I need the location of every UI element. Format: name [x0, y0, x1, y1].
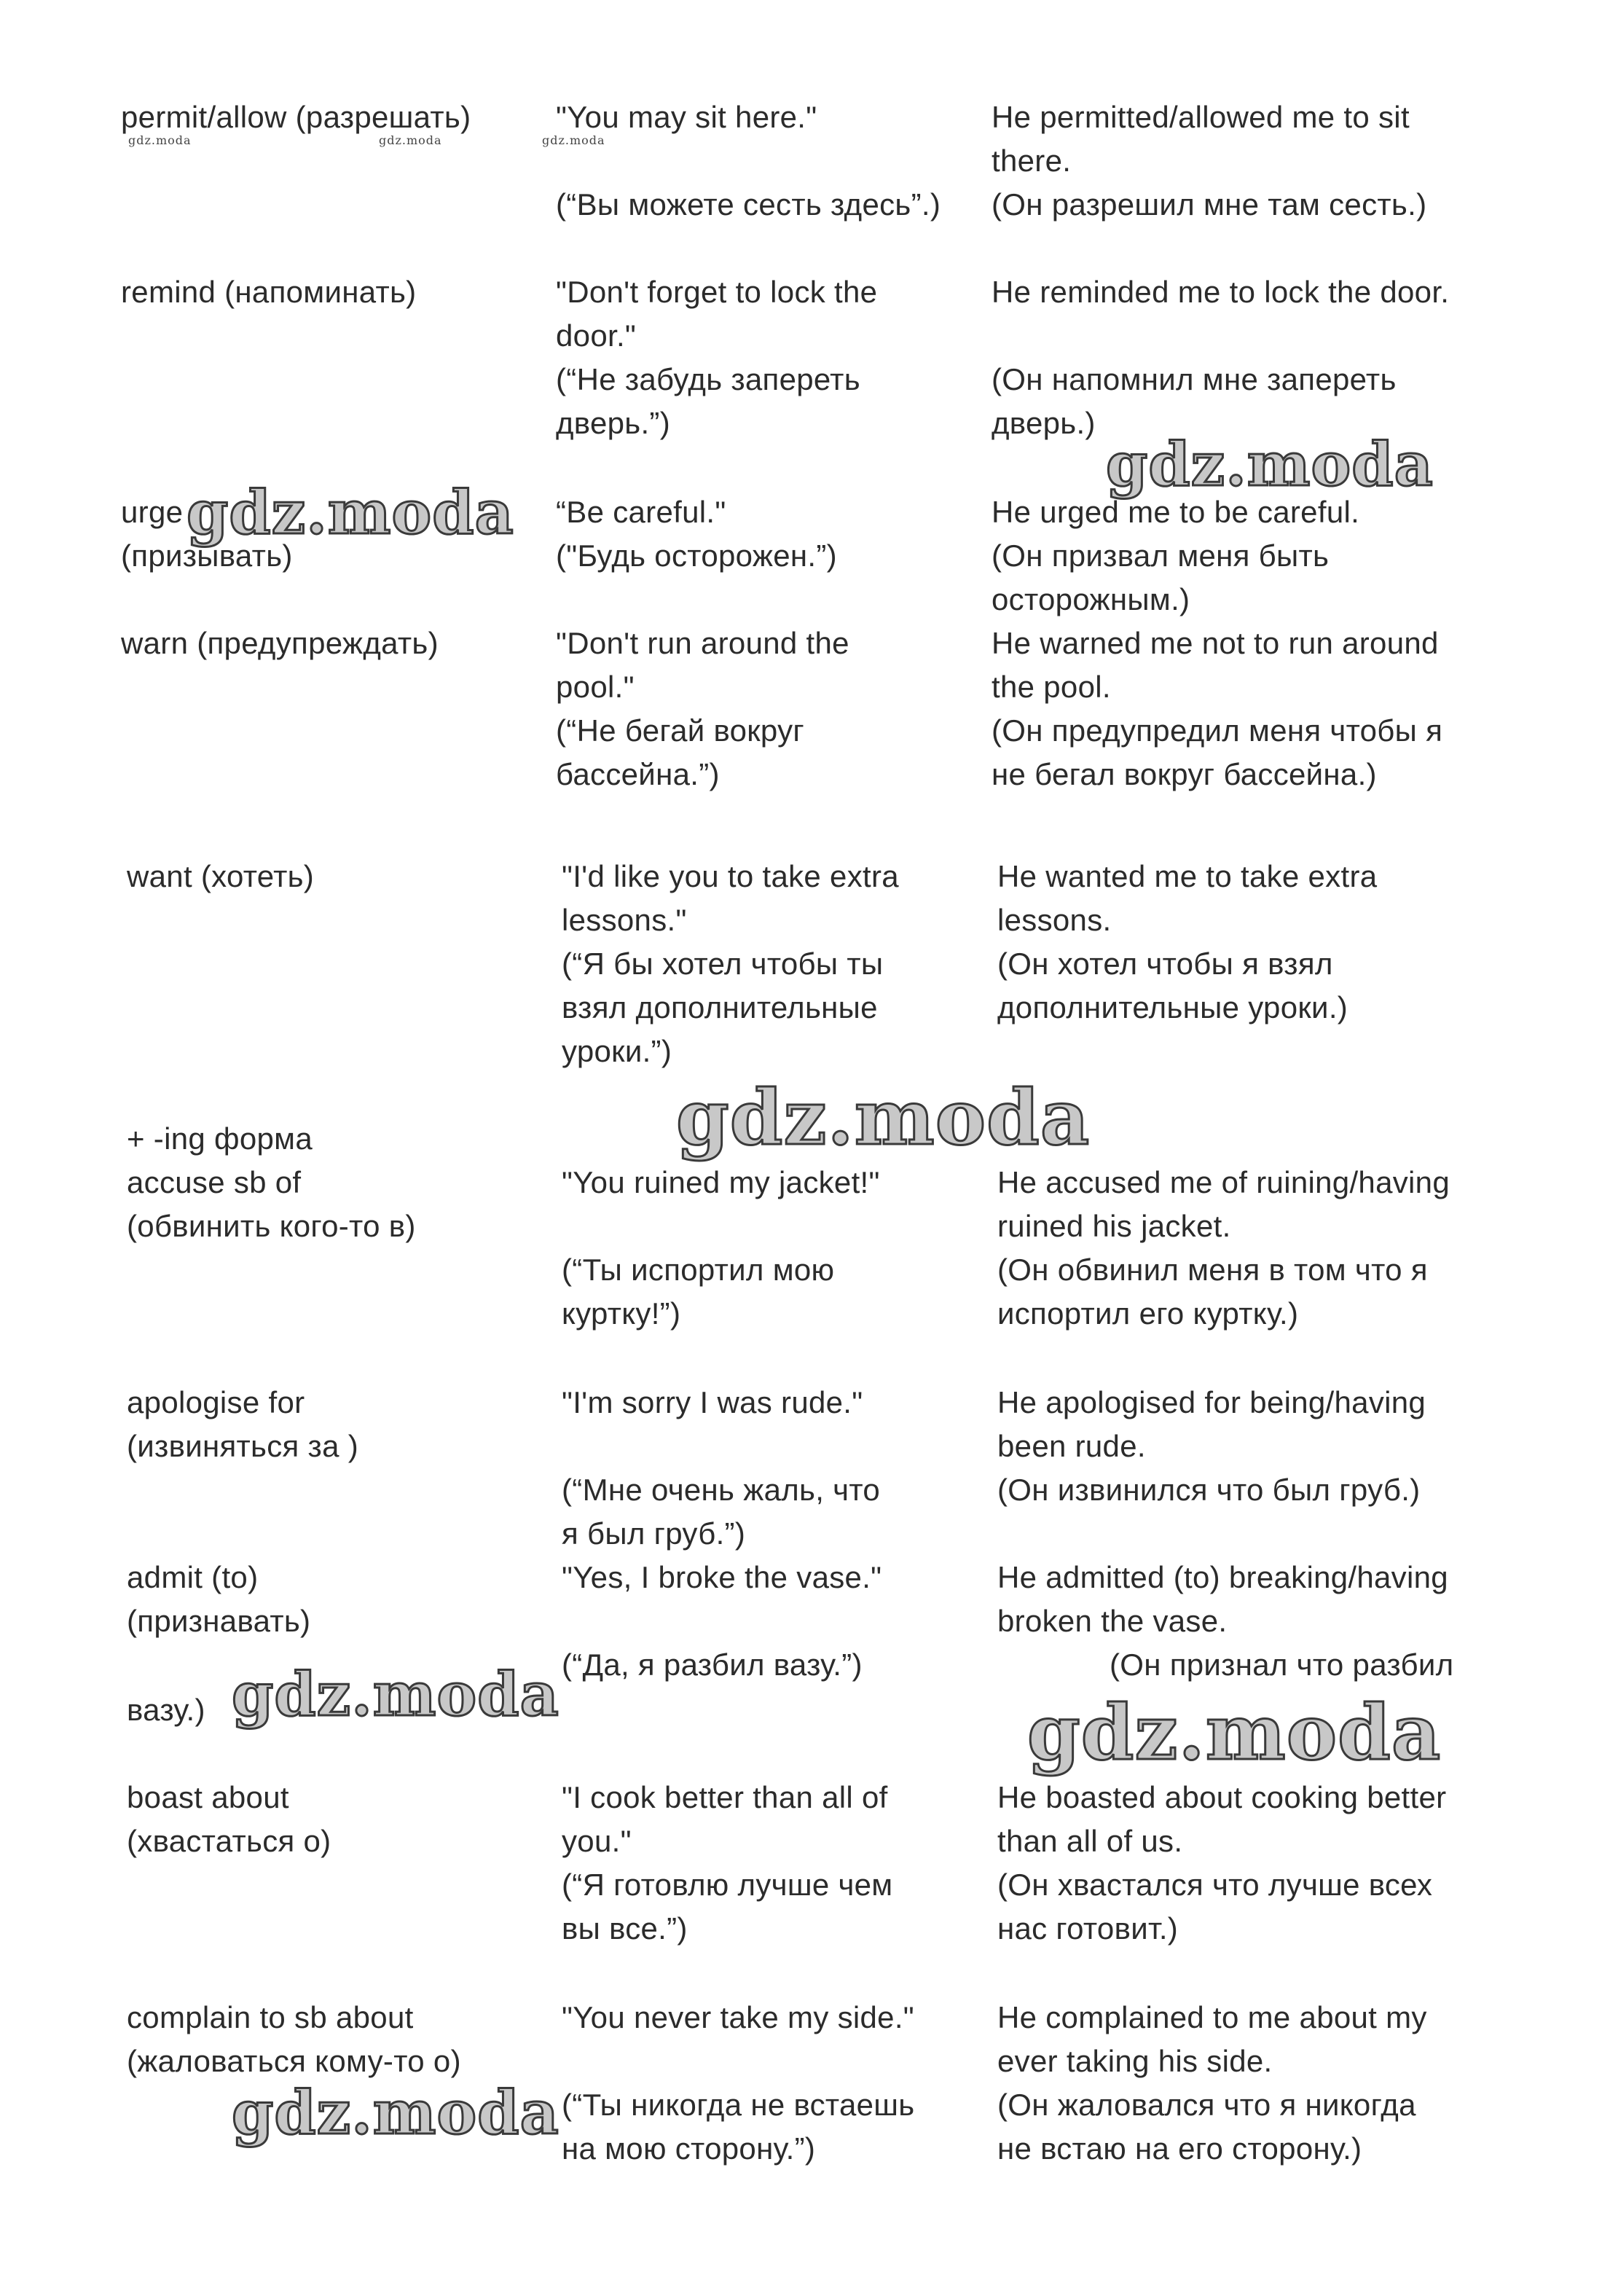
reported-speech-text: (Он напомнил мне запереть: [992, 362, 1397, 396]
reported-speech-text: не встаю на его сторону.): [997, 2131, 1362, 2166]
reported-speech-text: (Он обвинил меня в том что я: [997, 1253, 1428, 1287]
direct-speech-text: "You never take my side.": [562, 2000, 915, 2034]
direct-speech-text: “Be careful.": [556, 495, 726, 529]
verb-text: вазу.): [127, 1693, 205, 1727]
verb-text: apologise for: [127, 1385, 305, 1419]
direct-speech-text: "I'd like you to take extra: [562, 859, 899, 893]
verb-text: boast about: [127, 1780, 289, 1814]
reported-speech-text: ever taking his side.: [997, 2044, 1273, 2078]
reported-speech-text: ruined his jacket.: [997, 1209, 1231, 1243]
reported-speech-text: (Он хвастался что лучше всех: [997, 1868, 1433, 1902]
reported-speech-text: He apologised for being/having: [997, 1385, 1426, 1419]
reported-speech-text: He reminded me to lock the door.: [992, 275, 1450, 309]
reported-speech-text: He warned me not to run around: [992, 626, 1439, 660]
verb-text: complain to sb about: [127, 2000, 414, 2034]
direct-speech-text: ("Будь осторожен.”): [556, 538, 837, 573]
reported-speech-text: не бегал вокруг бассейна.): [992, 757, 1377, 791]
watermark: gdz.moda: [232, 1660, 559, 1730]
reported-speech-text: been rude.: [997, 1429, 1146, 1463]
reported-speech-text: (Он хотел чтобы я взял: [997, 947, 1333, 981]
direct-speech-text: "You ruined my jacket!": [562, 1165, 880, 1199]
verb-text: remind (напоминать): [121, 275, 417, 309]
reported-speech-text: (Он жаловался что я никогда: [997, 2088, 1416, 2122]
verb-text: (жаловаться кому-то о): [127, 2044, 461, 2078]
direct-speech-text: door.": [556, 318, 637, 353]
direct-speech-text: (“Ты испортил мою: [562, 1253, 835, 1287]
reported-speech-text: дверь.): [992, 406, 1096, 440]
verb-text: permit/allow (разрешать): [121, 100, 471, 134]
direct-speech-text: (“Вы можете сесть здесь”.): [556, 187, 941, 222]
reported-speech-text: нас готовит.): [997, 1911, 1179, 1946]
direct-speech-text: (“Ты никогда не встаешь: [562, 2088, 915, 2122]
direct-speech-text: "Don't forget to lock the: [556, 275, 878, 309]
verb-text: want (хотеть): [127, 859, 315, 893]
reported-speech-text: дополнительные уроки.): [997, 990, 1348, 1024]
direct-speech-text: you.": [562, 1824, 632, 1858]
watermark-small: gdz.moda: [379, 133, 442, 147]
direct-speech-text: "Yes, I broke the vase.": [562, 1560, 882, 1594]
direct-speech-text: на мою сторону.”): [562, 2131, 816, 2166]
direct-speech-text: "I'm sorry I was rude.": [562, 1385, 863, 1419]
direct-speech-text: (“Не бегай вокруг: [556, 713, 805, 748]
reported-speech-text: (Он разрешил мне там сесть.): [992, 187, 1427, 222]
direct-speech-text: "I cook better than all of: [562, 1780, 888, 1814]
verb-text: (извиняться за ): [127, 1429, 359, 1463]
watermark: gdz.moda: [676, 1073, 1091, 1162]
reported-speech-text: испортил его куртку.): [997, 1296, 1299, 1331]
verb-text: accuse sb of: [127, 1165, 302, 1199]
direct-speech-text: lessons.": [562, 903, 687, 937]
watermark-small: gdz.moda: [542, 133, 605, 147]
direct-speech-text: дверь.”): [556, 406, 670, 440]
reported-speech-text: the pool.: [992, 670, 1111, 704]
reported-speech-text: lessons.: [997, 903, 1112, 937]
watermark-small: gdz.moda: [128, 133, 192, 147]
verb-text: (обвинить кого-то в): [127, 1209, 416, 1243]
reported-speech-text: (Он предупредил меня чтобы я: [992, 713, 1443, 748]
watermark: gdz.moda: [186, 478, 514, 548]
direct-speech-text: вы все.”): [562, 1911, 688, 1946]
direct-speech-text: pool.": [556, 670, 635, 704]
direct-speech-text: (“Да, я разбил вазу.”): [562, 1647, 863, 1682]
reported-speech-text: осторожным.): [992, 582, 1190, 616]
reported-speech-text: there.: [992, 144, 1072, 178]
direct-speech-text: "You may sit here.": [556, 100, 817, 134]
direct-speech-text: (“Я бы хотел чтобы ты: [562, 947, 884, 981]
reported-speech-text: He urged me to be careful.: [992, 495, 1360, 529]
reported-speech-text: He boasted about cooking better: [997, 1780, 1447, 1814]
direct-speech-text: взял дополнительные: [562, 990, 878, 1024]
direct-speech-text: я был груб.”): [562, 1516, 746, 1551]
reported-speech-text: broken the vase.: [997, 1604, 1228, 1638]
reported-speech-text: He admitted (to) breaking/having: [997, 1560, 1448, 1594]
direct-speech-text: (“Мне очень жаль, что: [562, 1473, 881, 1507]
reported-speech-text: He permitted/allowed me to sit: [992, 100, 1410, 134]
verb-text: admit (to): [127, 1560, 259, 1594]
verb-text: (хвастаться о): [127, 1824, 331, 1858]
reported-speech-text: He complained to me about my: [997, 2000, 1427, 2034]
direct-speech-text: уроки.”): [562, 1034, 672, 1068]
reported-speech-text: (Он призвал меня быть: [992, 538, 1330, 573]
verb-text: (призывать): [121, 538, 293, 573]
section-heading-ing-form: + -ing форма: [127, 1121, 313, 1156]
verb-text: urge: [121, 495, 184, 529]
watermark: gdz.moda: [1027, 1688, 1442, 1777]
direct-speech-text: "Don't run around the: [556, 626, 849, 660]
reported-speech-text: than all of us.: [997, 1824, 1183, 1858]
reported-speech-text: (Он извинился что был груб.): [997, 1473, 1421, 1507]
verb-text: (признавать): [127, 1604, 311, 1638]
direct-speech-text: (“Я готовлю лучше чем: [562, 1868, 893, 1902]
direct-speech-text: бассейна.”): [556, 757, 720, 791]
watermark: gdz.moda: [1106, 430, 1434, 500]
direct-speech-text: (“Не забудь запереть: [556, 362, 860, 396]
reported-speech-text: He wanted me to take extra: [997, 859, 1378, 893]
watermark: gdz.moda: [232, 2078, 559, 2148]
reported-speech-text: He accused me of ruining/having: [997, 1165, 1450, 1199]
verb-text: warn (предупреждать): [121, 626, 439, 660]
reported-speech-text: (Он признал что разбил: [1110, 1647, 1454, 1682]
direct-speech-text: куртку!”): [562, 1296, 681, 1331]
